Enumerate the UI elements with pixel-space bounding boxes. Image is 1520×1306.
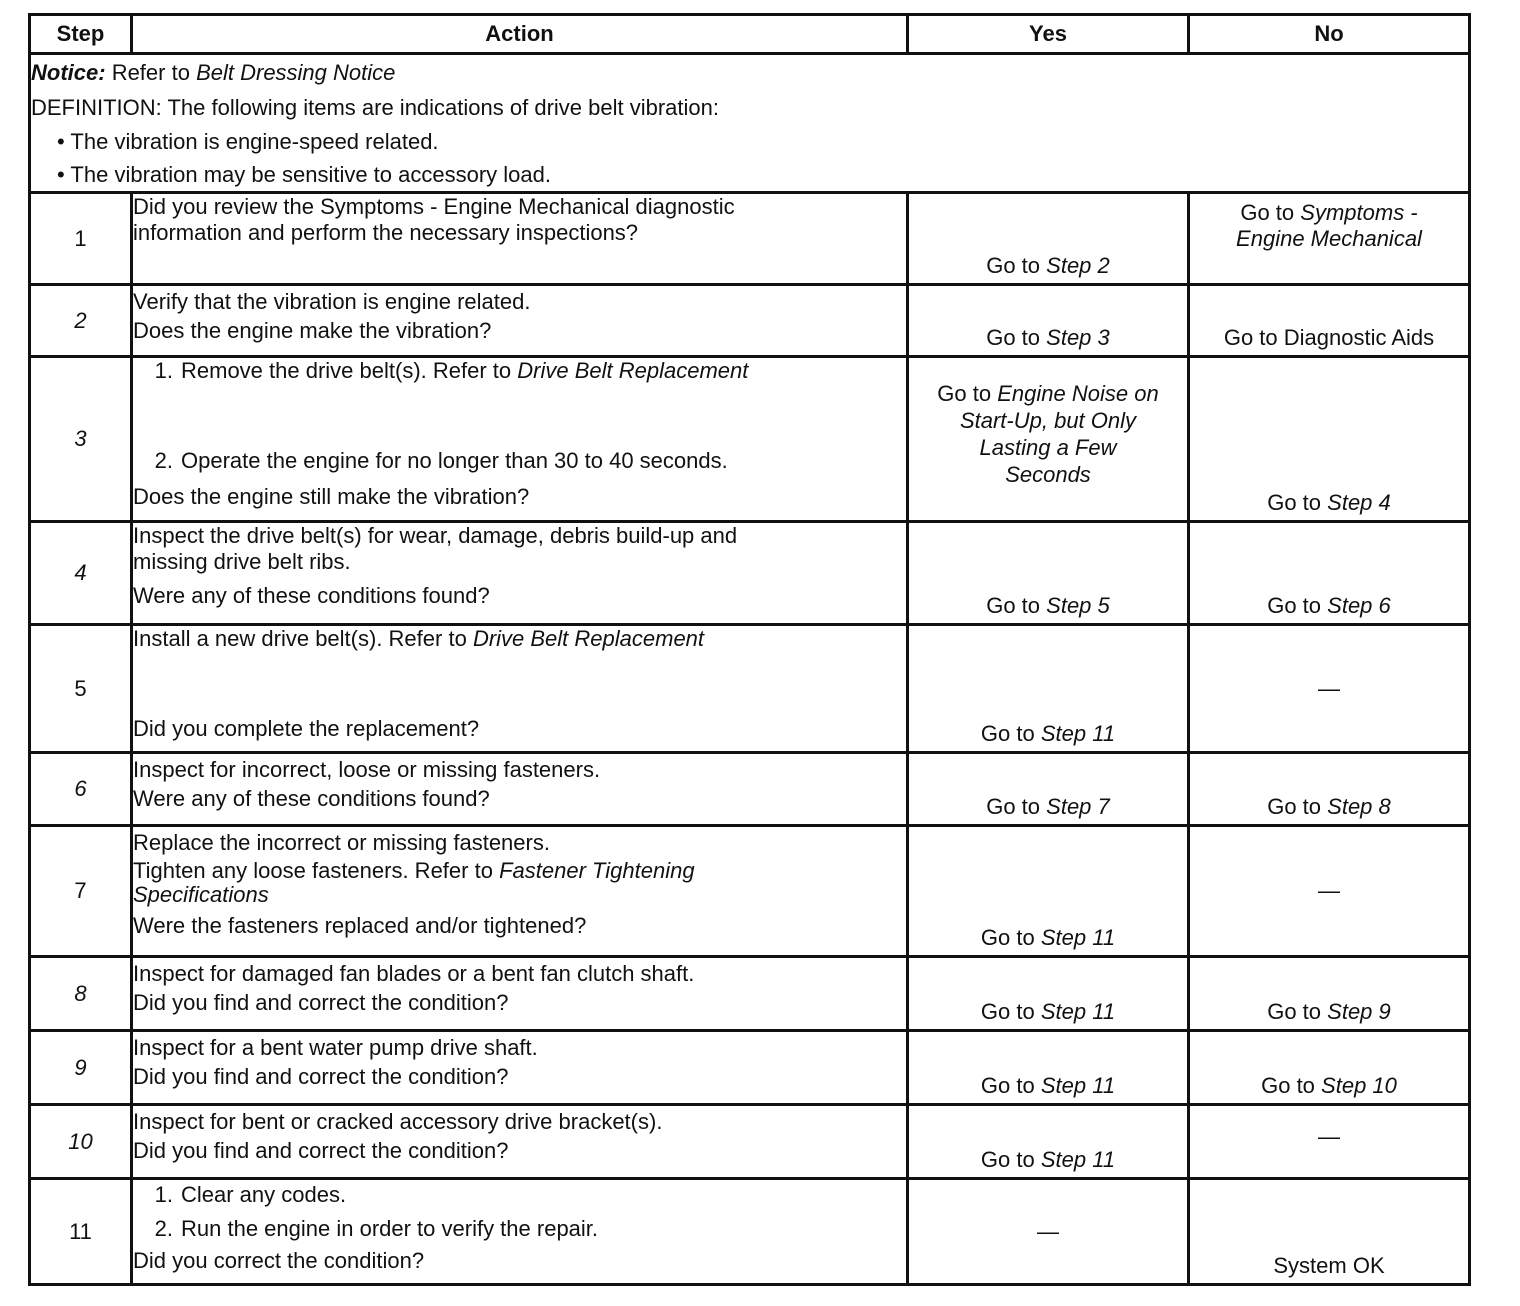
no-text: — xyxy=(1318,878,1340,903)
action-link: Drive Belt Replacement xyxy=(517,358,749,383)
yes-cell xyxy=(908,826,1189,957)
yes-cell xyxy=(908,193,1189,285)
no-cell xyxy=(1189,1105,1470,1179)
action-link: Fastener Tightening xyxy=(499,858,695,883)
no-cell xyxy=(1189,522,1470,625)
action-text: Does the engine still make the vibration? xyxy=(133,484,530,509)
bullet-item: • The vibration is engine-speed related. xyxy=(57,129,439,154)
action-cell xyxy=(132,1105,908,1179)
action-text: Did you review the Symptoms - Engine Mechanical diagnostic xyxy=(133,194,735,219)
intro-cell xyxy=(30,54,1470,193)
yes-link: Step 7 xyxy=(1046,794,1110,819)
step-number: 11 xyxy=(30,1179,132,1285)
action-text xyxy=(133,1210,906,1248)
action-text: Did you correct the condition? xyxy=(133,1248,425,1273)
action-text: Inspect for damaged fan blades or a bent fan clutch shaft. xyxy=(133,961,695,986)
no-text: Go to xyxy=(1261,1073,1315,1098)
yes-text: Go to xyxy=(937,381,992,406)
no-text: Go to xyxy=(1240,200,1295,225)
no-link: Step 8 xyxy=(1327,794,1391,819)
list-number: 2. xyxy=(154,1216,173,1241)
header-step: Step xyxy=(30,15,132,54)
action-text: Clear any codes. xyxy=(181,1182,347,1207)
header-yes: Yes xyxy=(908,15,1189,54)
intro-row xyxy=(30,54,1470,193)
action-text xyxy=(133,448,906,474)
action-cell xyxy=(132,1031,908,1105)
no-link: Step 10 xyxy=(1321,1073,1397,1098)
step-number: 6 xyxy=(30,753,132,826)
action-text: Inspect for bent or cracked accessory drive bracket(s). xyxy=(133,1109,663,1134)
action-text: Remove the drive belt(s). Refer to xyxy=(181,358,512,383)
action-text: Install a new drive belt(s). Refer to xyxy=(133,626,467,651)
no-text: Go to xyxy=(1267,999,1322,1024)
table-row xyxy=(30,285,1470,357)
notice-link: Belt Dressing Notice xyxy=(196,60,396,85)
yes-text: Go to xyxy=(986,794,1041,819)
no-text: System OK xyxy=(1273,1253,1385,1278)
action-link: Drive Belt Replacement xyxy=(472,626,705,651)
definition-text: DEFINITION: The following items are indications of drive belt vibration: xyxy=(31,95,719,120)
action-text: Does the engine make the vibration? xyxy=(133,318,492,343)
yes-link: Step 3 xyxy=(1046,325,1110,350)
action-cell xyxy=(132,357,908,522)
no-cell xyxy=(1189,1179,1470,1285)
action-link: Specifications xyxy=(133,882,269,907)
action-cell xyxy=(132,625,908,753)
yes-text: — xyxy=(1037,1218,1059,1244)
list-number: 1. xyxy=(154,358,173,383)
action-cell xyxy=(132,1179,908,1285)
action-text xyxy=(133,626,906,652)
table-row xyxy=(30,625,1470,753)
yes-link: Step 11 xyxy=(1040,1073,1116,1098)
yes-cell xyxy=(908,1179,1189,1285)
action-text: Did you complete the replacement? xyxy=(133,716,480,741)
step-number: 7 xyxy=(30,826,132,957)
step-number: 1 xyxy=(30,193,132,285)
no-text: — xyxy=(1318,1124,1340,1149)
step-number: 2 xyxy=(30,285,132,357)
action-text: Were the fasteners replaced and/or tightened? xyxy=(133,913,587,938)
no-cell xyxy=(1189,1031,1470,1105)
no-link: Step 4 xyxy=(1327,490,1391,515)
yes-text: Go to xyxy=(986,593,1041,618)
yes-text: Go to xyxy=(986,325,1041,350)
notice-text: Refer to xyxy=(111,60,190,85)
notice-line xyxy=(31,55,1468,91)
no-cell xyxy=(1189,357,1470,522)
yes-cell xyxy=(908,285,1189,357)
no-link: Engine Mechanical xyxy=(1236,226,1422,251)
yes-text: Go to xyxy=(980,1073,1035,1098)
yes-text: Go to xyxy=(980,1147,1035,1172)
yes-link: Step 11 xyxy=(1040,999,1116,1024)
no-text: Go to xyxy=(1267,490,1322,515)
action-text: Inspect the drive belt(s) for wear, damage, debris build-up and xyxy=(133,523,738,548)
yes-text: Go to xyxy=(980,999,1035,1024)
no-text: Go to xyxy=(1267,794,1322,819)
action-cell xyxy=(132,522,908,625)
yes-link: Start-Up, but Only xyxy=(959,408,1137,433)
no-cell xyxy=(1189,826,1470,957)
step-number: 5 xyxy=(30,625,132,753)
notice-label: Notice: xyxy=(31,60,106,85)
yes-cell xyxy=(908,625,1189,753)
action-text: Replace the incorrect or missing fasteners. xyxy=(133,830,550,855)
header-no: No xyxy=(1189,15,1470,54)
yes-cell xyxy=(908,357,1189,522)
table-row xyxy=(30,1179,1470,1285)
step-number: 8 xyxy=(30,957,132,1031)
action-text: Run the engine in order to verify the repair. xyxy=(181,1216,599,1241)
yes-text: Go to xyxy=(980,721,1035,746)
table-row xyxy=(30,753,1470,826)
yes-link: Seconds xyxy=(1005,462,1091,487)
yes-link: Engine Noise on xyxy=(997,381,1159,406)
yes-text: Go to xyxy=(986,253,1041,278)
yes-link: Step 11 xyxy=(1040,721,1116,746)
list-number: 1. xyxy=(154,1182,173,1207)
action-text: Did you find and correct the condition? xyxy=(133,1138,509,1163)
yes-link: Step 11 xyxy=(1040,1147,1116,1172)
yes-cell xyxy=(908,1031,1189,1105)
action-text xyxy=(133,859,906,907)
no-cell xyxy=(1189,285,1470,357)
diagnostic-table xyxy=(28,13,1471,1286)
step-number: 10 xyxy=(30,1105,132,1179)
yes-link: Step 2 xyxy=(1046,253,1110,278)
action-text: Tighten any loose fasteners. Refer to xyxy=(133,858,493,883)
table-row xyxy=(30,357,1470,522)
no-cell xyxy=(1189,625,1470,753)
action-cell xyxy=(132,826,908,957)
yes-text: Go to xyxy=(980,925,1035,950)
action-text: Operate the engine for no longer than 30 to 40 seconds. xyxy=(181,448,728,473)
table-row xyxy=(30,826,1470,957)
yes-cell xyxy=(908,1105,1189,1179)
action-text: Were any of these conditions found? xyxy=(133,583,490,608)
step-number: 3 xyxy=(30,357,132,522)
yes-link: Step 11 xyxy=(1040,925,1116,950)
no-text: — xyxy=(1318,675,1340,701)
action-cell xyxy=(132,193,908,285)
yes-link: Step 5 xyxy=(1046,593,1110,618)
action-text: missing drive belt ribs. xyxy=(133,549,351,574)
yes-cell xyxy=(908,522,1189,625)
action-text: information and perform the necessary inspections? xyxy=(133,220,639,245)
action-text: Were any of these conditions found? xyxy=(133,786,490,811)
header-action: Action xyxy=(132,15,908,54)
step-number: 4 xyxy=(30,522,132,625)
action-cell xyxy=(132,285,908,357)
action-text: Did you find and correct the condition? xyxy=(133,1064,509,1089)
no-link: Step 6 xyxy=(1327,593,1391,618)
action-cell xyxy=(132,957,908,1031)
header-row xyxy=(30,15,1470,54)
table-row xyxy=(30,1105,1470,1179)
action-text xyxy=(133,1180,906,1210)
no-text: Go to xyxy=(1267,593,1322,618)
table-row xyxy=(30,522,1470,625)
step-number: 9 xyxy=(30,1031,132,1105)
action-text: Inspect for a bent water pump drive shaft. xyxy=(133,1035,538,1060)
bullet-text: The vibration is engine-speed related. xyxy=(70,129,439,154)
no-cell xyxy=(1189,957,1470,1031)
table-row xyxy=(30,1031,1470,1105)
action-text: Verify that the vibration is engine related. xyxy=(133,289,531,314)
no-cell xyxy=(1189,193,1470,285)
yes-cell xyxy=(908,753,1189,826)
no-text: Go to Diagnostic Aids xyxy=(1223,325,1435,350)
no-link: Symptoms - xyxy=(1300,200,1418,225)
yes-link: Lasting a Few xyxy=(979,435,1117,460)
table-row xyxy=(30,957,1470,1031)
action-text: Inspect for incorrect, loose or missing fasteners. xyxy=(133,757,601,782)
bullet-item: • The vibration may be sensitive to accessory load. xyxy=(57,162,551,187)
action-text xyxy=(133,358,906,384)
no-link: Step 9 xyxy=(1327,999,1391,1024)
action-cell xyxy=(132,753,908,826)
bullet-text: The vibration may be sensitive to accessory load. xyxy=(70,162,551,187)
action-text: Did you find and correct the condition? xyxy=(133,990,509,1015)
table-row xyxy=(30,193,1470,285)
no-cell xyxy=(1189,753,1470,826)
yes-cell xyxy=(908,957,1189,1031)
list-number: 2. xyxy=(154,448,173,473)
